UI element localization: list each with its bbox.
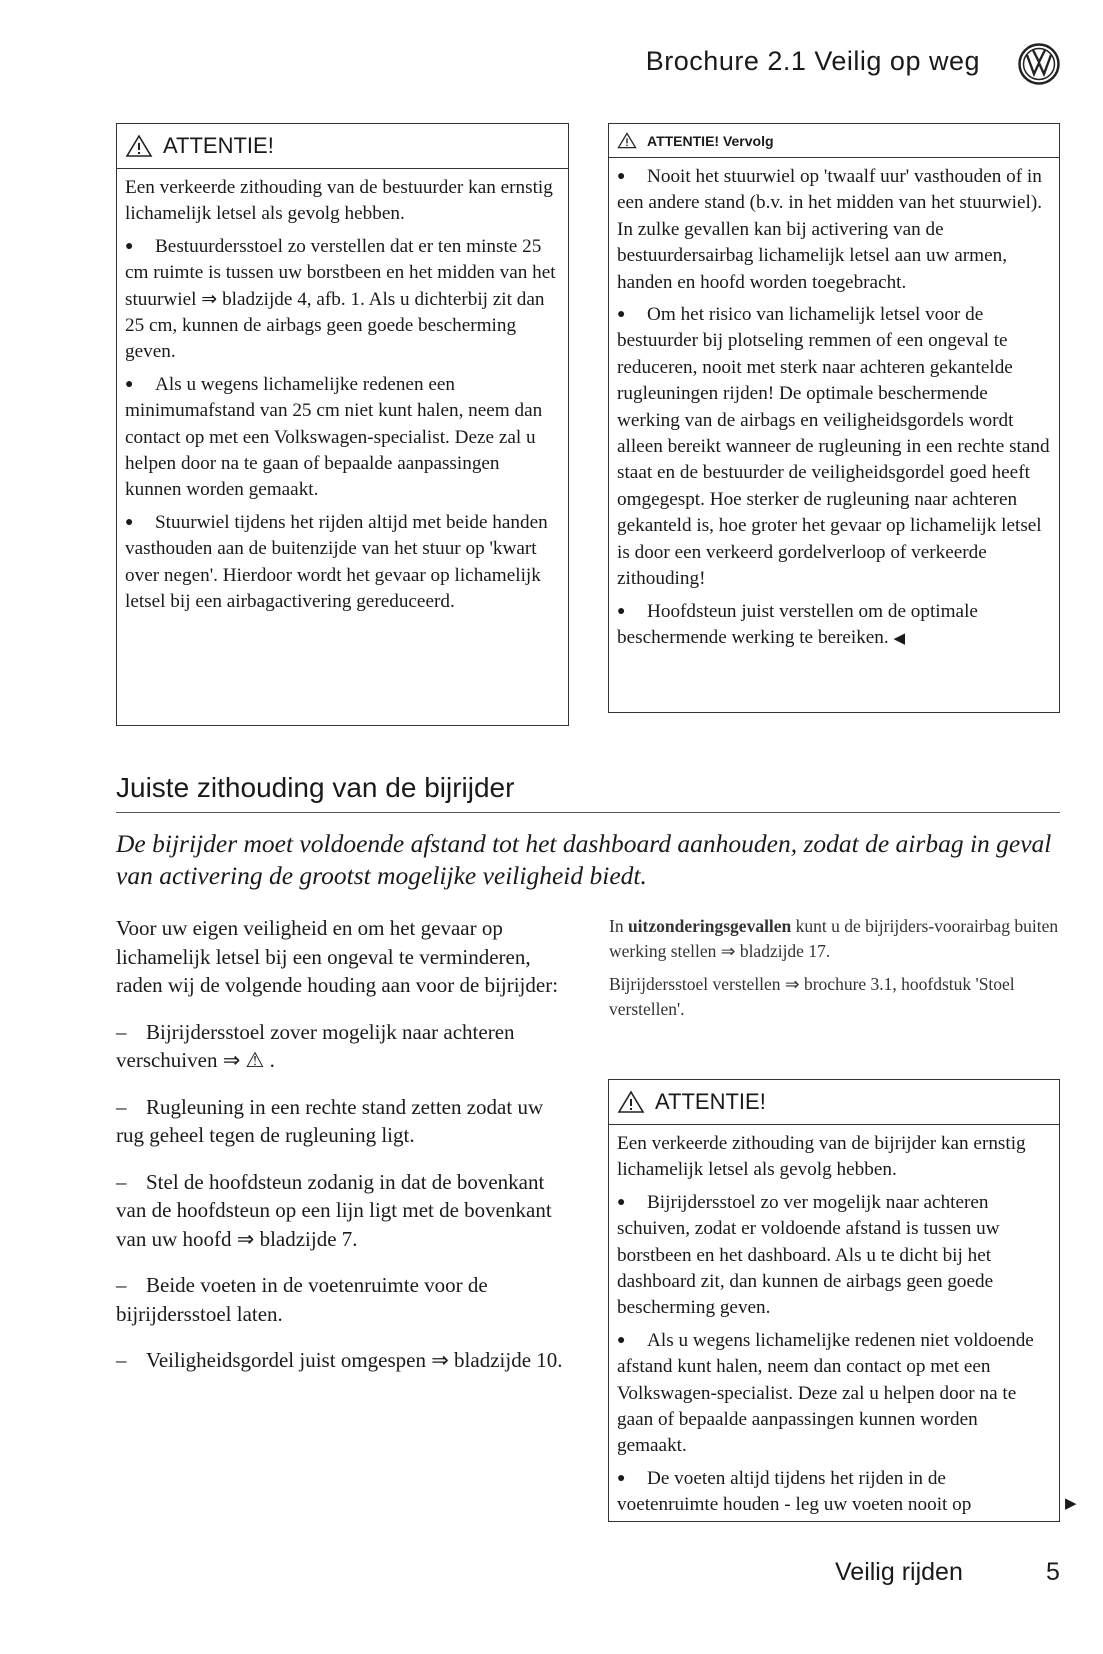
- bullet-icon: ●: [125, 376, 134, 392]
- warning-title: ATTENTIE!: [163, 133, 274, 158]
- bullet-text: De voeten altijd tijdens het rijden in de voetenruimte houden - leg uw voeten nooit op: [617, 1467, 972, 1516]
- warning-bullet: [617, 302, 1051, 592]
- bullet-text: Als u wegens lichamelijke redenen niet voldoende afstand kunt halen, neem dan contact op met een Volkswagen-specialist. Deze zal u helpen door na te gaan of bepaalde aanpassingen kunnen worden gemaakt.: [617, 1329, 1034, 1457]
- warning-box-driver: [116, 123, 569, 726]
- warning-box-header: [609, 124, 1059, 158]
- section-heading: Juiste zithouding van de bijrijder: [116, 772, 515, 803]
- step-text: Bijrijdersstoel zover mogelijk naar achteren verschuiven ⇒ ⚠ .: [116, 1019, 515, 1072]
- page-number: 5: [1046, 1558, 1060, 1586]
- warning-bullet: [617, 1328, 1051, 1460]
- warning-bullet: [617, 164, 1051, 296]
- notes-column: [609, 914, 1059, 1030]
- section-divider: [116, 812, 1060, 813]
- warning-bullet: [125, 234, 560, 366]
- note-emphasis: uitzonderingsgevallen: [627, 916, 792, 936]
- bullet-icon: ●: [617, 1332, 626, 1348]
- bullet-icon: ●: [617, 307, 626, 323]
- section-lead: De bijrijder moet voldoende afstand tot het dashboard aanhouden, zodat de airbag in geval van activering de grootst mogelijke veiligheid biedt.: [116, 829, 1052, 890]
- warning-triangle-icon: [617, 132, 637, 149]
- page-header-title: Brochure 2.1 Veilig op weg: [645, 46, 980, 76]
- warning-title: ATTENTIE! Vervolg: [647, 132, 774, 149]
- bullet-text: Als u wegens lichamelijke redenen een minimumafstand van 25 cm niet kunt halen, neem dan contact op met een Volkswagen-specialist. Deze zal u helpen door na te gaan of bepaalde aanpassingen kunnen worden gemaakt.: [125, 373, 543, 501]
- warning-triangle-icon: [125, 134, 153, 158]
- bullet-icon: ●: [125, 514, 134, 530]
- warning-bullet: [617, 599, 1051, 653]
- warning-triangle-icon: [617, 1090, 645, 1114]
- warning-box-passenger: [608, 1079, 1060, 1522]
- end-of-section-icon: ◀: [893, 630, 906, 647]
- bullet-icon: ●: [125, 238, 134, 254]
- bullet-text: Om het risico van lichamelijk letsel voor de bestuurder bij plotseling remmen of een ongeval te reduceren, nooit met sterk naar achteren gekantelde rugleuningen rijden! De optimale beschermende werking van de airbags en veiligheidsgordels wordt alleen bereikt wanneer de rugleuning in een rechte stand staat en de bestuurder de veiligheidsgordel goed heeft omgegespt. Hoe sterker de rugleuning naar achteren gekanteld is, hoe groter het gevaar op lichamelijk letsel is door een verkeerd gordelverloop of verkeerde zithouding!: [617, 304, 1050, 590]
- note-text: In: [609, 916, 628, 936]
- bullet-text: Bijrijdersstoel zo ver mogelijk naar achteren schuiven, zodat er voldoende afstand is tussen uw borstbeen en het dashboard. Als u te dicht bij het dashboard zit, dan kunnen de airbags geen goede bescherming geven.: [617, 1191, 1000, 1319]
- warning-intro: Een verkeerde zithouding van de bestuurder kan ernstig lichamelijk letsel als gevolg hebben.: [125, 177, 553, 225]
- warning-bullet: [617, 1466, 1051, 1519]
- bullet-text: Stuurwiel tijdens het rijden altijd met beide handen vasthouden aan de buitenzijde van het stuur op 'kwart over negen'. Hierdoor wordt het gevaar op lichamelijk letsel bij een airbagactivering gereduceerd.: [125, 511, 548, 613]
- instruction-step: – Rugleuning in een rechte stand zetten zodat uw rug geheel tegen de rugleuning ligt.: [116, 1094, 544, 1147]
- warning-box-header: [117, 124, 568, 169]
- note-text: kunt u de bijrijders-voorairbag buiten werking stellen ⇒ bladzijde 17.: [609, 916, 1059, 961]
- bullet-text: Hoofdsteun juist verstellen om de optimale beschermende werking te bereiken.: [617, 600, 978, 648]
- warning-intro: Een verkeerde zithouding van de bijrijder kan ernstig lichamelijk letsel als gevolg hebben.: [617, 1133, 1026, 1181]
- continued-arrow-icon: ▶: [1065, 1496, 1077, 1512]
- instruction-step: – Stel de hoofdsteun zodanig in dat de bovenkant van de hoofdsteun op een lijn ligt met de bovenkant van uw hoofd ⇒ bladzijde 7.: [116, 1169, 552, 1251]
- bullet-text: Nooit het stuurwiel op 'twaalf uur' vasthouden of in een andere stand (b.v. in het midden van het stuurwiel). In zulke gevallen kan bij activering van de bestuurdersairbag lichamelijk letsel aan uw armen, handen en hoofd worden toegebracht.: [617, 166, 1043, 293]
- step-text: Veiligheidsgordel juist omgespen ⇒ bladzijde 10.: [146, 1348, 563, 1372]
- warning-bullet: [125, 372, 560, 504]
- vw-logo-icon: [1018, 43, 1060, 85]
- footer-section-label: Veilig rijden: [835, 1558, 963, 1586]
- warning-box-continued: [608, 123, 1060, 713]
- warning-box-header: [609, 1080, 1059, 1125]
- bullet-icon: ●: [617, 169, 626, 184]
- bullet-text: Bestuurdersstoel zo verstellen dat er ten minste 25 cm ruimte is tussen uw borstbeen en het midden van het stuurwiel ⇒ bladzijde 4, afb. 1. Als u dichterbij zit dan 25 cm, kunnen de airbags geen goede bescherming geven.: [125, 235, 556, 363]
- bullet-icon: ●: [617, 1470, 626, 1486]
- exception-note: [609, 914, 1059, 964]
- warning-title: ATTENTIE!: [655, 1089, 766, 1114]
- step-text: Beide voeten in de voetenruimte voor de bijrijdersstoel laten.: [116, 1273, 488, 1326]
- intro-paragraph: Voor uw eigen veiligheid en om het gevaar op lichamelijk letsel bij een ongeval te verminderen, raden wij de volgende houding aan voor de bijrijder:: [116, 916, 559, 997]
- instruction-step: – Veiligheidsgordel juist omgespen ⇒ bladzijde 10.: [116, 1348, 563, 1372]
- step-text: Rugleuning in een rechte stand zetten zodat uw rug geheel tegen de rugleuning ligt.: [116, 1094, 544, 1147]
- instruction-step: – Beide voeten in de voetenruimte voor de bijrijdersstoel laten.: [116, 1273, 488, 1326]
- bullet-icon: ●: [617, 1194, 626, 1210]
- warning-bullet: [617, 1190, 1051, 1322]
- warning-bullet: [125, 510, 560, 616]
- seat-adjust-note: Bijrijdersstoel verstellen ⇒ brochure 3.1, hoofdstuk 'Stoel verstellen'.: [609, 974, 1015, 1019]
- instruction-step: – Bijrijdersstoel zover mogelijk naar achteren verschuiven ⇒ ⚠ .: [116, 1019, 515, 1072]
- step-text: Stel de hoofdsteun zodanig in dat de bovenkant van de hoofdsteun op een lijn ligt met de bovenkant van uw hoofd ⇒ bladzijde 7.: [116, 1169, 552, 1251]
- instructions-column: [116, 914, 571, 1393]
- bullet-icon: ●: [617, 603, 626, 619]
